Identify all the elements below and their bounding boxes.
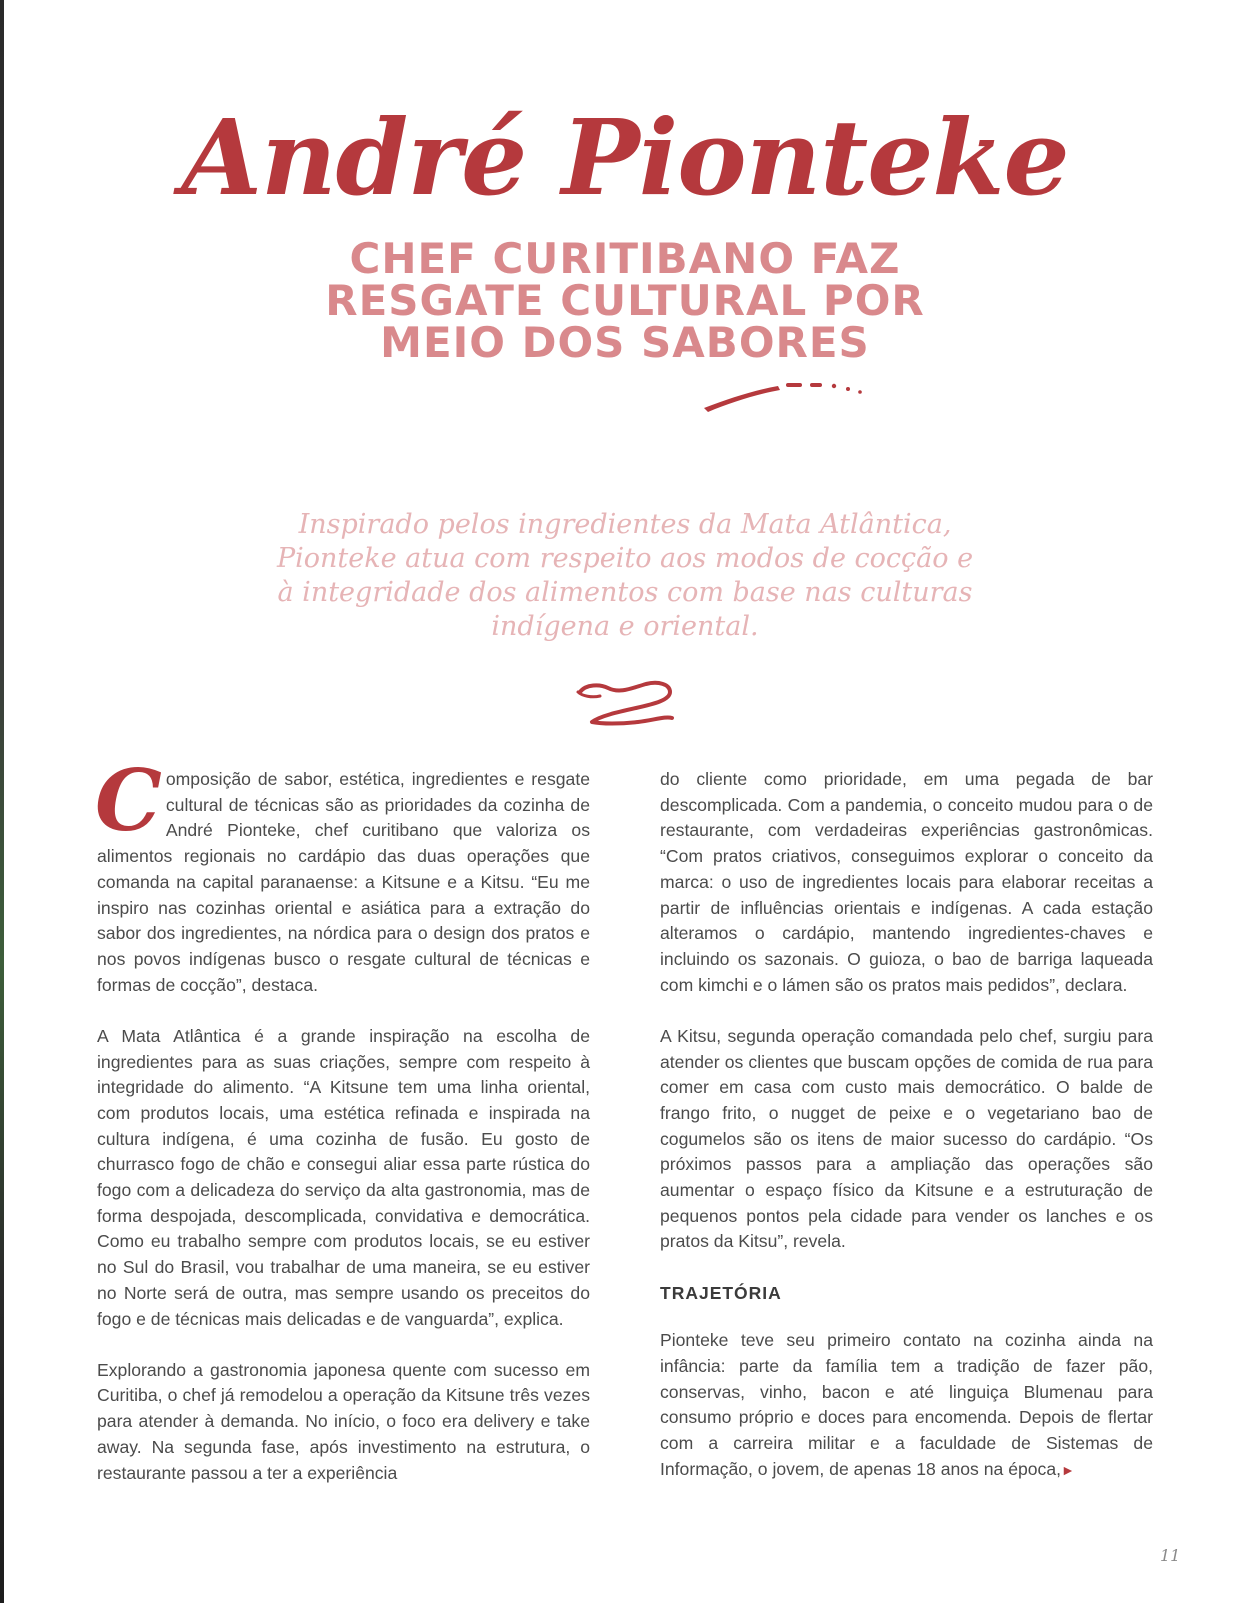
body-paragraph-1 [95,751,590,998]
article-subtitle [250,234,1000,367]
body-paragraph-5: A Kitsu, segunda operação comandada pelo chef, surgiu para atender os clientes que buscam opções de comida de rua para comer em casa com custo mais democrático. O balde de frango frito, o nugget de peixe e o vegetariano bao de cogumelos são os itens de maior sucesso do cardápio. “Os próximos passos para a ampliação das operações são aumentar o espaço físico da Kitsune e a estruturação de pequenos pontos pela cidade para vender os lanches e os pratos da Kitsu”, revela. [660,1025,1153,1252]
lead-line-2: Pionteke atua com respeito aos modos de cocção e [276,543,974,574]
subtitle-line-3: MEIO DOS SABORES [380,318,870,367]
body-paragraph-3: Explorando a gastronomia japonesa quente com sucesso em Curitiba, o chef já remodelou a operação da Kitsune três vezes para atender à demanda. No início, o foco era delivery e take away. Na segunda fase, após investimento na estrutura, o restaurante passou a ter a experiência [97,1359,590,1483]
section-title-trajetoria: TRAJETÓRIA [660,1282,782,1303]
article-column-right [660,767,1153,1509]
subtitle-line-1: CHEF CURITIBANO FAZ [349,234,901,283]
lead-paragraph [260,508,990,644]
article-title: André Pionteke [181,96,1069,219]
drop-cap: C [95,751,162,850]
paragraph-6-text: Pionteke teve seu primeiro contato na cozinha ainda na infância: parte da família tem a tradição de fazer pão, conservas, vinho, bacon e até linguiça Blumenau para consumo próprio e doces para encomenda. Depois de flertar com a carreira militar e a faculdade de Sistemas de Informação, o jovem, de apenas 18 anos na época, [660,1330,1153,1479]
article-column-left [95,751,590,1512]
paragraph-1-text: omposição de sabor, estética, ingredientes e resgate cultural de técnicas são as prioridades da cozinha de André Pionteke, chef curitibano que valoriza os alimentos regionais no cardápio das duas operações que comanda na capital paranaense: a Kitsune e a Kitsu. “Eu me inspiro nas cozinhas oriental e asiática para a extração do sabor dos ingredientes, na nórdica para o design dos pratos e nos povos indígenas busco o resgate cultural de técnicas e formas de cocção”, destaca. [97,769,590,995]
body-paragraph-6 [660,1328,1153,1483]
lead-line-4: indígena e oriental. [491,611,759,642]
page-number: 11 [1160,1546,1181,1565]
body-paragraph-2: A Mata Atlântica é a grande inspiração na escolha de ingredientes para as suas criações, sempre com respeito à integridade do alimento. “A Kitsune tem uma linha oriental, com produtos locais, uma estética refinada e inspirada na cultura indígena, é uma cozinha de fusão. Eu gosto de churrasco fogo de chão e consegui aliar essa parte rústica do fogo com a delicadeza do serviço da alta gastronomia, mas de forma despojada, descomplicada, convidativa e democrática. Como eu trabalho sempre com produtos locais, se eu estiver no Sul do Brasil, vou trabalhar de uma maneira, se eu estiver no Norte será de outra, mas sempre usando os preceitos do fogo e de técnicas mais delicadas e de vanguarda”, explica. [97,1025,590,1329]
body-paragraph-4: do cliente como prioridade, em uma pegada de bar descomplicada. Com a pandemia, o conceito mudou para o de restaurante, com verdadeiras experiências gastronômicas. “Com pratos criativos, conseguimos explorar o conceito da marca: o uso de ingredientes locais para elaborar receitas a partir de influências orientais e indígenas. A cada estação alteramos o cardápio, mantendo ingredientes-chaves e incluindo os sazonais. O guioza, o bao de barriga laqueada com kimchi e o lámen são os pratos mais pedidos”, declara. [660,769,1153,995]
lead-line-1: Inspirado pelos ingredientes da Mata Atlântica, [298,509,952,540]
subtitle-line-2: RESGATE CULTURAL POR [325,276,925,325]
lead-line-3: à integridade dos alimentos com base nas culturas [277,577,973,608]
flourish-ornament-icon [574,678,678,730]
continue-arrow-icon: ► [1061,1461,1075,1478]
page-edge-shadow [0,0,4,1603]
brush-swoosh-icon [700,378,870,418]
